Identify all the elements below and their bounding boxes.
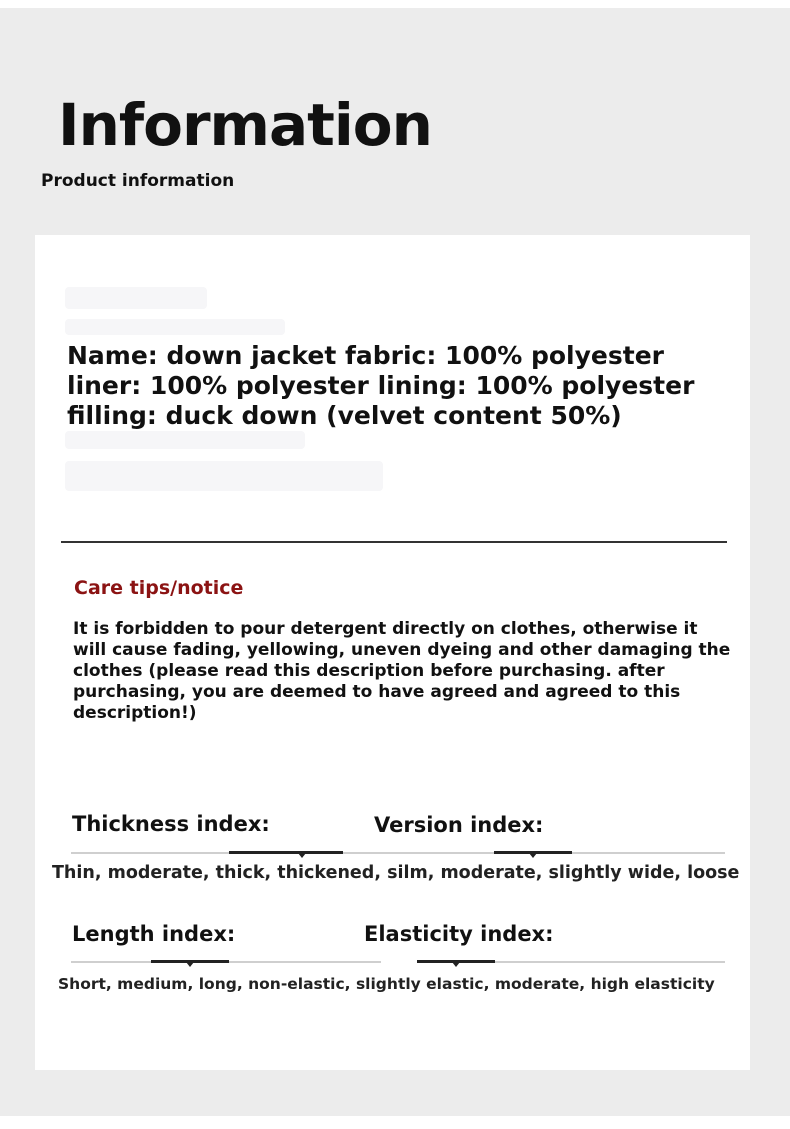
page-title: Information xyxy=(58,91,432,159)
care-tips-title: Care tips/notice xyxy=(74,577,244,599)
thickness-scale-marker xyxy=(229,851,343,854)
elasticity-pointer-icon xyxy=(452,962,460,967)
section-divider xyxy=(61,541,727,543)
product-description: Name: down jacket fabric: 100% polyester liner: 100% polyester lining: 100% polyester filling: duck down (velvet content 50%) xyxy=(67,341,695,430)
length-pointer-icon xyxy=(186,962,194,967)
row1-scale-labels: Thin, moderate, thick, thickened, silm, moderate, slightly wide, loose xyxy=(52,863,740,883)
elasticity-scale xyxy=(417,961,725,963)
thickness-pointer-icon xyxy=(298,853,306,858)
length-index-title: Length index: xyxy=(72,922,236,946)
thickness-index-title: Thickness index: xyxy=(72,812,270,836)
elasticity-index-title: Elasticity index: xyxy=(364,922,554,946)
blurred-placeholder xyxy=(65,431,305,449)
row2-scale-labels: Short, medium, long, non-elastic, slightly elastic, moderate, high elasticity xyxy=(58,975,715,993)
blurred-placeholder xyxy=(65,319,285,335)
version-scale xyxy=(374,852,725,854)
blurred-placeholder xyxy=(65,461,383,491)
version-index-title: Version index: xyxy=(374,813,544,837)
care-tips-text: It is forbidden to pour detergent directly on clothes, otherwise it will cause fading, yellowing, uneven dyeing and other damaging the clothes (please read this description before purchasing. after purchasing, you are deemed to have agreed and agreed to this description!) xyxy=(73,619,731,723)
blurred-placeholder xyxy=(65,287,207,309)
page-subtitle: Product information xyxy=(41,171,235,191)
length-scale xyxy=(71,961,381,963)
info-card xyxy=(35,235,750,1070)
version-pointer-icon xyxy=(529,853,537,858)
thickness-scale xyxy=(71,852,381,854)
